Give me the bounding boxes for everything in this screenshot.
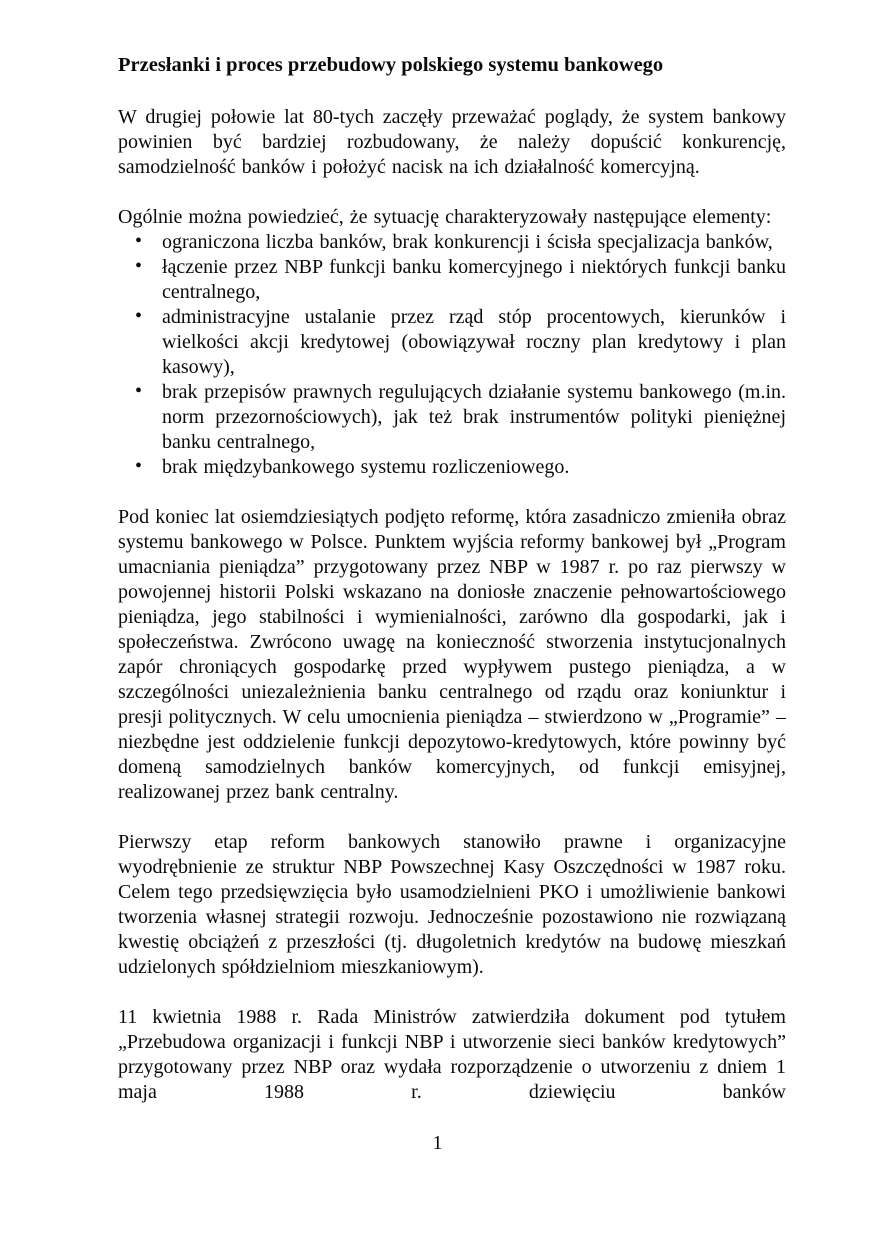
- paragraph-intro: W drugiej połowie lat 80-tych zaczęły przeważać poglądy, że system bankowy powinien być bardziej rozbudowany, że należy dopuścić konkurencję, samodzielność banków i położyć nacisk na ich działalność komercyjną.: [118, 106, 786, 178]
- list-item: [118, 380, 786, 455]
- list-item: [118, 230, 786, 255]
- bullet-icon: •: [135, 380, 143, 402]
- list-item: [118, 455, 786, 480]
- page-number: 1: [432, 1132, 443, 1154]
- paragraph-first-stage: Pierwszy etap reform bankowych stanowiło prawne i organizacyjne wyodrębnienie ze struktur NBP Powszechnej Kasy Oszczędności w 1987 roku. Celem tego przedsięwzięcia było usamodzielnieni PKO i umożliwienie bankowi tworzenia własnej strategii rozwoju. Jednocześnie pozostawiono nie rozwiązaną kwestię obciążeń z przeszłości (tj. długoletnich kredytów na budowę mieszkań udzielonych spółdzielniom mieszkaniowym).: [118, 831, 786, 978]
- paragraph-decree: 11 kwietnia 1988 r. Rada Ministrów zatwierdziła dokument pod tytułem „Przebudowa organizacji i funkcji NBP i utworzenie sieci banków kredytowych” przygotowany przez NBP oraz wydała rozporządzenie o utworzeniu z dniem 1 maja 1988 r. dziewięciu banków: [118, 1006, 786, 1103]
- list-item-text: brak międzybankowego systemu rozliczeniowego.: [162, 456, 570, 478]
- bullet-icon: •: [135, 255, 143, 277]
- bullet-icon: •: [135, 305, 143, 327]
- list-item-text: ograniczona liczba banków, brak konkurencji i ścisła specjalizacja banków,: [162, 231, 773, 253]
- bullet-icon: •: [135, 230, 143, 252]
- elements-list: [118, 230, 786, 480]
- list-item-text: łączenie przez NBP funkcji banku komercyjnego i niektórych funkcji banku centralnego,: [162, 256, 786, 303]
- paragraph-reform: Pod koniec lat osiemdziesiątych podjęto reformę, która zasadniczo zmieniła obraz systemu bankowego w Polsce. Punktem wyjścia reformy bankowej był „Program umacniania pieniądza” przygotowany przez NBP w 1987 r. po raz pierwszy w powojennej historii Polski wskazano na doniosłe znaczenie pełnowartościowego pieniądza, jego stabilności i wymienialności, zarówno dla gospodarki, jak i społeczeństwa. Zwrócono uwagę na konieczność stworzenia instytucjonalnych zapór chroniących gospodarkę przed wypływem pustego pieniądza, a w szczególności uniezależnienia banku centralnego od rządu oraz koniunktur i presji politycznych. W celu umocnienia pieniądza – stwierdzono w „Programie” – niezbędne jest oddzielenie funkcji depozytowo-kredytowych, które powinny być domeną samodzielnych banków komercyjnych, od funkcji emisyjnej, realizowanej przez bank centralny.: [118, 506, 786, 803]
- list-item-text: brak przepisów prawnych regulujących działanie systemu bankowego (m.in. norm przezornościowych), jak też brak instrumentów polityki pieniężnej banku centralnego,: [162, 381, 786, 453]
- document-content: [118, 52, 786, 1130]
- bullet-icon: •: [135, 455, 143, 477]
- paragraph-elements-intro: Ogólnie można powiedzieć, że sytuację charakteryzowały następujące elementy:: [118, 206, 772, 228]
- list-item: [118, 305, 786, 380]
- list-item-text: administracyjne ustalanie przez rząd stóp procentowych, kierunków i wielkości akcji kredytowej (obowiązywał roczny plan kredytowy i plan kasowy),: [162, 306, 786, 378]
- document-title: Przesłanki i proces przebudowy polskiego systemu bankowego: [118, 54, 664, 76]
- list-item: [118, 255, 786, 305]
